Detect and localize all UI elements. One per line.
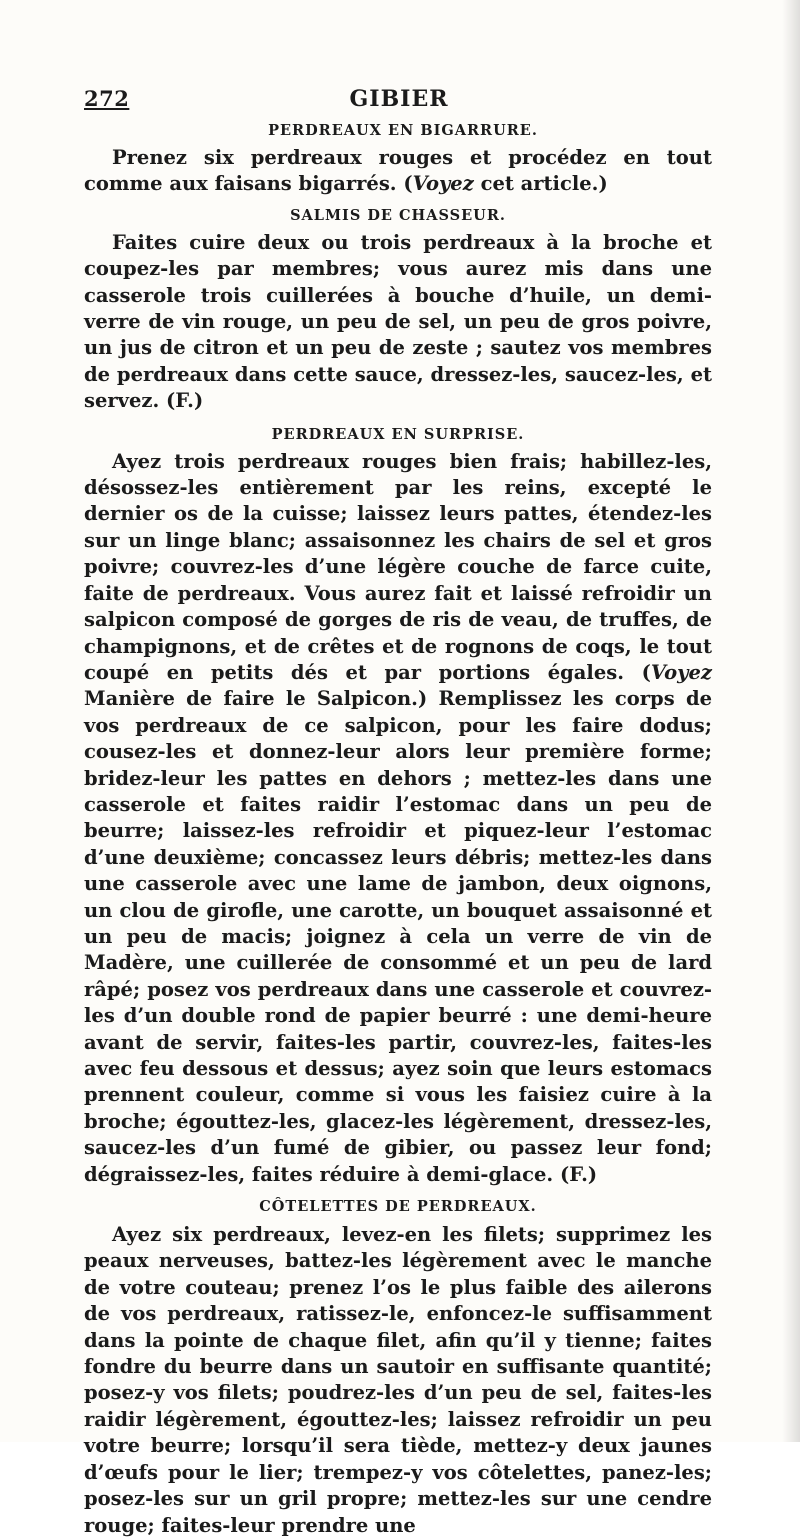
section-title: CÔTELETTES DE PERDREAUX. <box>259 1198 537 1216</box>
section-title: SALMIS DE CHASSEUR. <box>290 206 506 224</box>
section-title: PERDREAUX EN SURPRISE. <box>271 425 525 443</box>
section-salmis-de-chasseur <box>84 205 712 415</box>
running-header <box>84 86 714 116</box>
section-paragraph: Ayez trois perdreaux rouges bien frais; habillez-les, désossez-les entièrement par les reins, excepté le dernier os de la cuisse; laissez leurs pattes, étendez-les sur un linge blanc; assaisonnez les chairs de sel et gros poivre; couvrez-les d’une légère couche de farce cuite, faite de perdreaux. Vous aurez fait et laissé refroidir un salpicon composé de gorges de ris de veau, de truffes, de champignons, et de crêtes et de rognons de coqs, le tout coupé en petits dés et par portions égales. (Voyez Manière de faire le Salpicon.) Remplissez les corps de vos perdreaux de ce salpicon, pour les faire dodus; cousez-les et donnez-leur alors leur première forme; bridez-leur les pattes en dehors ; mettez-les dans une casserole et faites raidir l’estomac dans un peu de beurre; laissez-les refroidir et piquez-leur l’estomac d’une deuxième; concassez leurs débris; mettez-les dans une casserole avec une lame de jambon, deux oignons, un clou de girofle, une carotte, un bouquet assaisonné et un peu de macis; joignez à cela un verre de vin de Madère, une cuillerée de consommé et un peu de lard râpé; posez vos perdreaux dans une casserole et couvrez-les d’un double rond de papier beurré : une demi-heure avant de servir, faites-les partir, couvrez-les, faites-les avec feu dessous et dessus; ayez soin que leurs estomacs prennent couleur, comme si vous les faisiez cuire à la broche; égouttez-les, glacez-les légèrement, dressez-les, saucez-les d’un fumé de gibier, ou passez leur fond; dégraissez-les, faites réduire à demi-glace. (F.) <box>84 449 712 1186</box>
page-number: 272 <box>84 86 130 111</box>
running-title: GIBIER <box>349 86 449 112</box>
section-cotelettes-de-perdreaux <box>84 1196 712 1539</box>
section-perdreaux-en-bigarrure <box>84 120 712 198</box>
section-paragraph: Faites cuire deux ou trois perdreaux à la broche et coupez-les par membres; vous aurez mis dans une casserole trois cuillerées à bouche d’huile, un demi-verre de vin rouge, un peu de sel, un peu de gros poivre, un jus de citron et un peu de zeste ; sautez vos membres de perdreaux dans cette sauce, dressez-les, saucez-les, et servez. (F.) <box>84 230 712 413</box>
section-perdreaux-en-surprise <box>84 424 712 1188</box>
section-paragraph: Prenez six perdreaux rouges et procédez en tout comme aux faisans bigarrés. (Voyez cet article.) <box>84 146 712 196</box>
section-title: PERDREAUX EN BIGARRURE. <box>268 122 538 139</box>
page-body <box>84 120 712 1539</box>
page-edge-shadow <box>782 0 800 1442</box>
section-paragraph: Ayez six perdreaux, levez-en les filets; supprimez les peaux nerveuses, battez-les légèrement avec le manche de votre couteau; prenez l’os le plus faible des ailerons de vos perdreaux, ratissez-le, enfoncez-le suffisamment dans la pointe de chaque filet, afin qu’il y tienne; faites fondre du beurre dans un sautoir en suffisante quantité; posez-y vos filets; poudrez-les d’un peu de sel, faites-les raidir légèrement, égouttez-les; laissez refroidir un peu votre beurre; lorsqu’il sera tiède, mettez-y deux jaunes d’œufs pour le lier; trempez-y vos côtelettes, panez-les; posez-les sur un gril propre; mettez-les sur une cendre rouge; faites-leur prendre une <box>84 1223 712 1537</box>
